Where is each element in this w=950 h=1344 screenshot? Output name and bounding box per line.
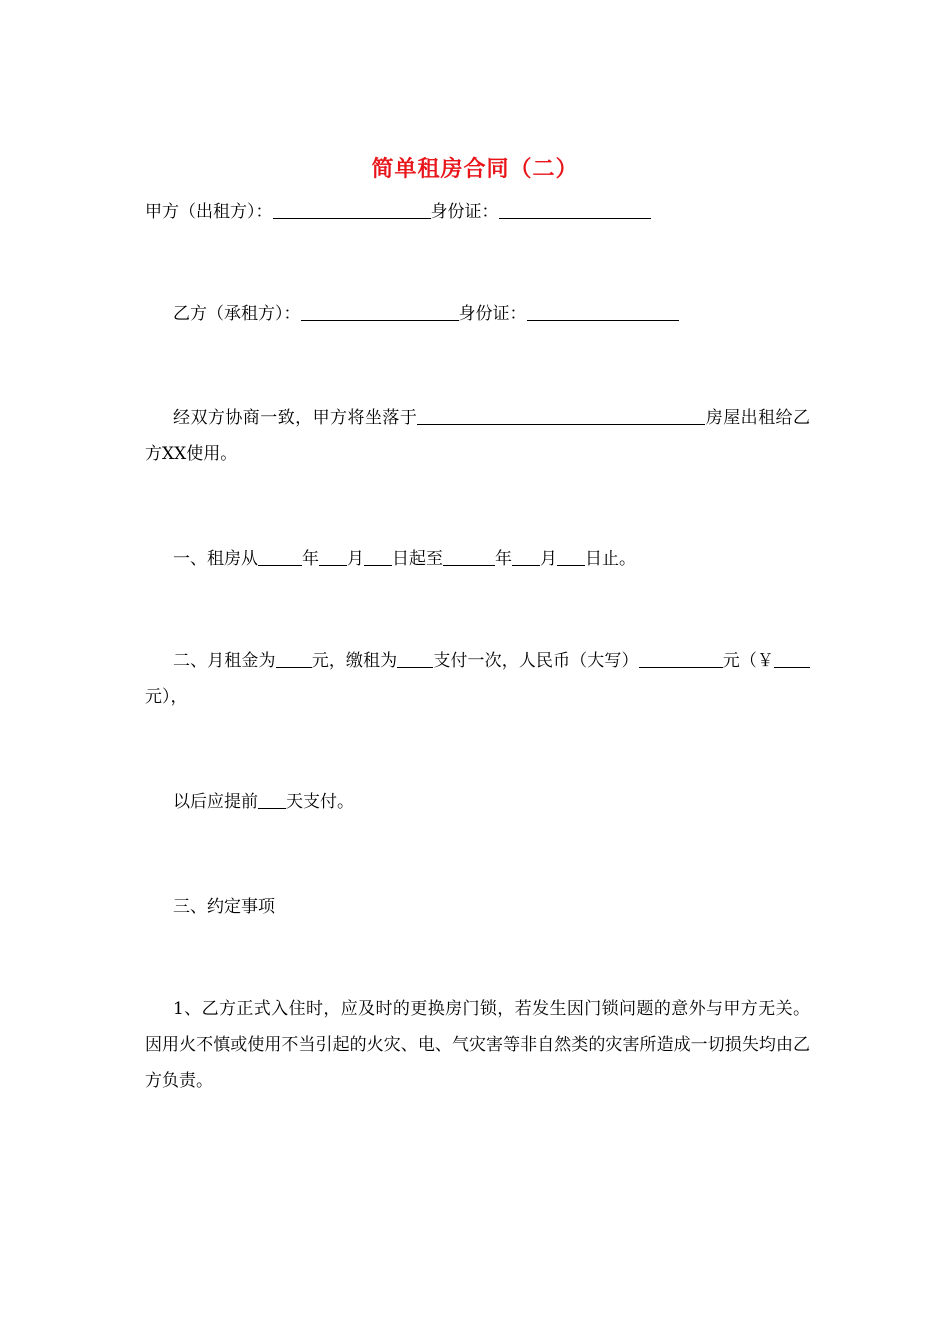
advance-payment-paragraph — [145, 784, 810, 820]
start-year-blank — [258, 549, 302, 566]
advance-days-blank — [258, 792, 286, 809]
intro-text-after: 房屋出租给乙方XX使用。 — [145, 408, 811, 464]
start-month-blank — [319, 549, 347, 566]
end-month-blank — [512, 549, 540, 566]
section-3-heading: 三、约定事项 — [173, 897, 275, 917]
party-a-line — [145, 201, 805, 223]
amount-numeric-blank — [774, 651, 810, 668]
amount-uppercase-blank — [639, 651, 723, 668]
clause-1-paragraph — [145, 541, 810, 577]
clause-1-text-b: 年 — [302, 549, 319, 569]
intro-text-before: 经双方协商一致，甲方将坐落于 — [173, 408, 418, 428]
party-a-name-blank — [273, 202, 431, 219]
party-a-id-label: 身份证： — [430, 202, 499, 222]
document-title: 简单租房合同（二） — [371, 156, 579, 182]
party-b-id-label: 身份证： — [458, 304, 527, 324]
start-day-blank — [364, 549, 392, 566]
end-year-blank — [443, 549, 495, 566]
clause-1-text-f: 月 — [540, 549, 557, 569]
clause-1-text-a: 一、租房从 — [173, 549, 258, 569]
party-a-id-blank — [499, 202, 651, 219]
clause-2-text-e: 元）， — [145, 687, 188, 707]
clause-2-text-b: 元，缴租为 — [311, 651, 398, 671]
party-b-name-blank — [301, 304, 459, 321]
monthly-rent-blank — [276, 651, 312, 668]
advance-text-a: 以后应提前 — [173, 792, 258, 812]
advance-text-b: 天支付。 — [286, 792, 354, 812]
clause-1-text-d: 日起至 — [392, 549, 443, 569]
clause-1-text-e: 年 — [495, 549, 512, 569]
clause-2-text-a: 二、月租金为 — [173, 651, 276, 671]
party-b-label: 乙方（承租方）： — [173, 304, 301, 324]
clause-1-text-g: 日止。 — [585, 549, 636, 569]
clause-1-text-c: 月 — [347, 549, 364, 569]
intro-paragraph — [145, 400, 810, 472]
property-address-blank — [417, 408, 705, 425]
party-b-id-blank — [527, 304, 679, 321]
item-1-paragraph: 1、乙方正式入住时，应及时的更换房门锁，若发生因门锁问题的意外与甲方无关。因用火不慎或使用不当引起的火灾、电、气灾害等非自然类的灾害所造成一切损失均由乙方负责。 — [145, 999, 810, 1091]
end-day-blank — [557, 549, 585, 566]
clause-2-paragraph — [145, 643, 810, 715]
party-b-line — [173, 303, 833, 325]
payment-interval-blank — [397, 651, 433, 668]
clause-2-text-c: 支付一次，人民币（大写） — [433, 651, 639, 671]
clause-2-text-d: 元（￥ — [722, 651, 775, 671]
party-a-label: 甲方（出租方）： — [145, 202, 273, 222]
